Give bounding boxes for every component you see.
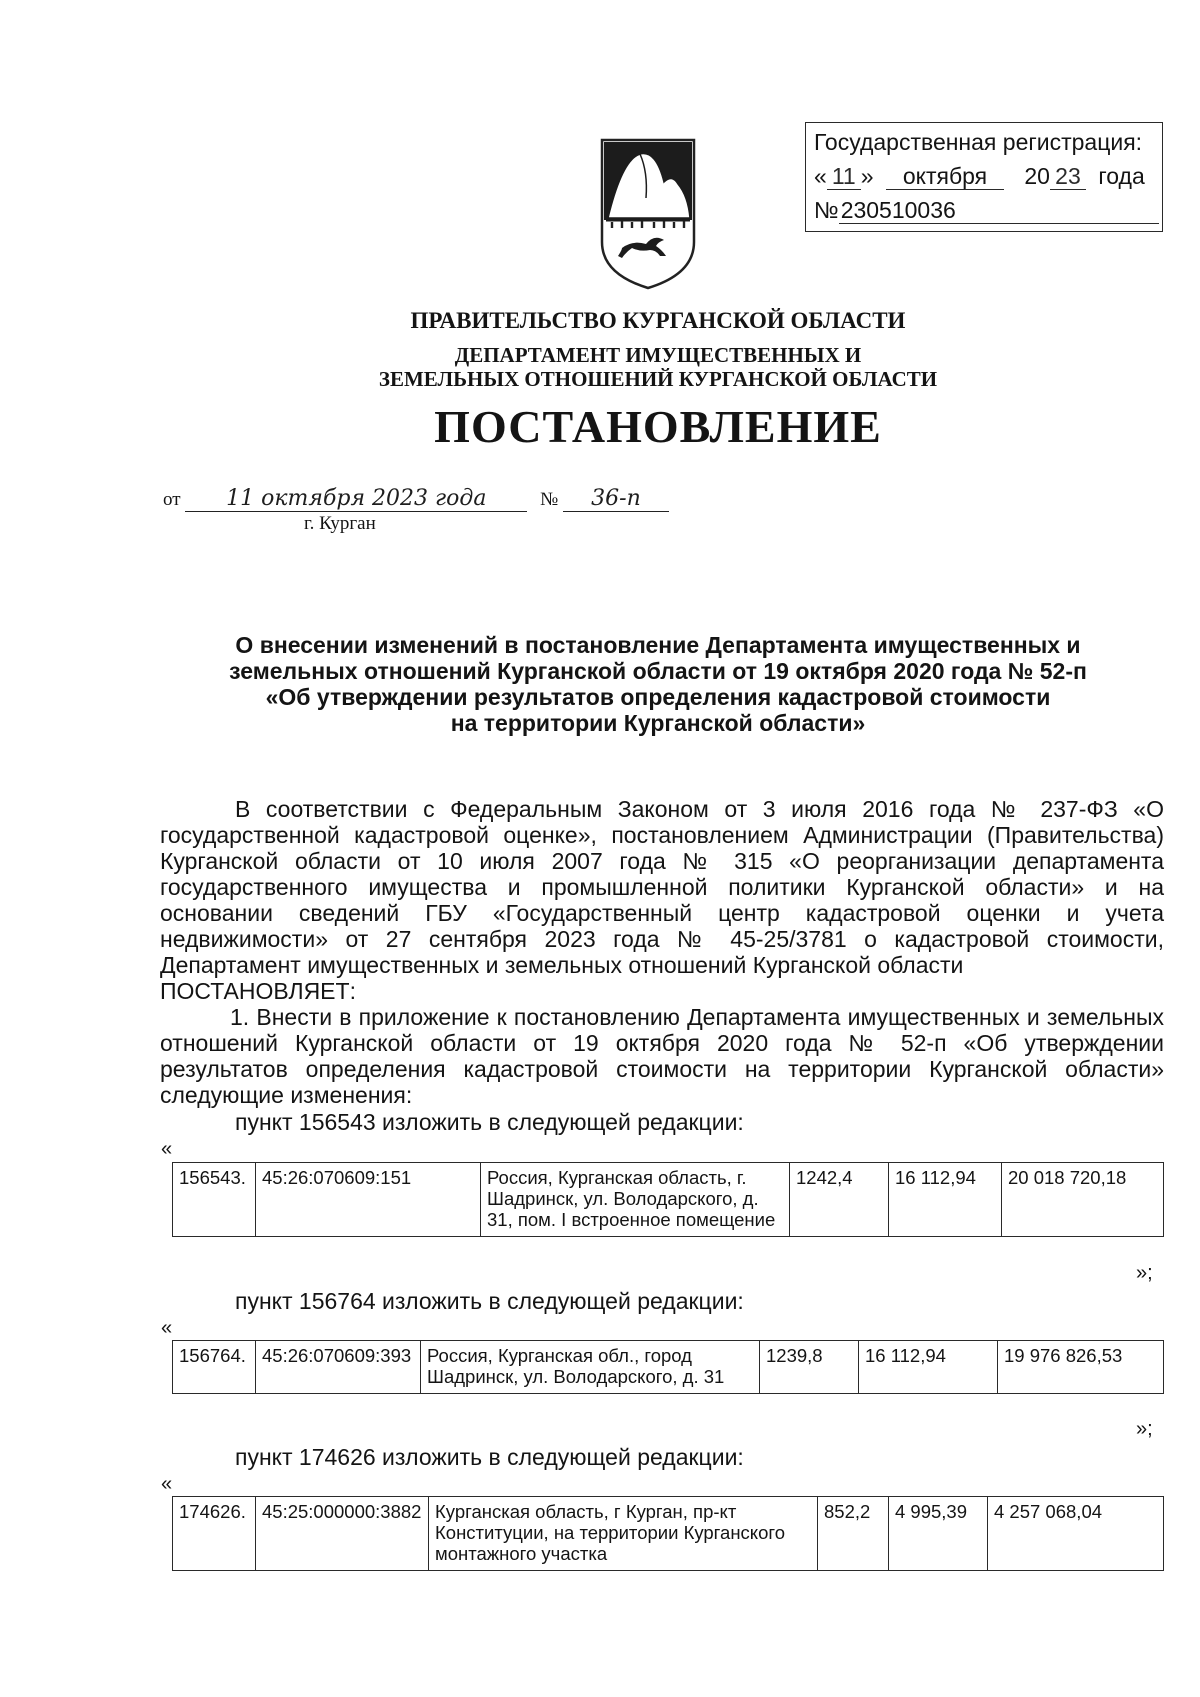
cell-cadastral: 45:26:070609:151 bbox=[256, 1163, 481, 1237]
registration-month: октября bbox=[886, 163, 1004, 190]
cell-unit-value: 4 995,39 bbox=[889, 1497, 988, 1571]
amendment-1-quote-open: « bbox=[161, 1138, 173, 1160]
amendment-3-table bbox=[172, 1496, 1164, 1571]
subject-line2: земельных отношений Курганской области от 19 октября 2020 года № 52-п bbox=[229, 658, 1087, 684]
amendment-2-quote-open: « bbox=[161, 1317, 173, 1339]
body-paragraph-2: 1. Внести в приложение к постановлению Департамента имущественных и земельных отношений Курганской области от 19 октября 2020 года № 52-п «Об утверждении результатов определения кадастровой стоимости на территории Курганской области» следующие изменения: bbox=[160, 1004, 1164, 1108]
government-title: ПРАВИТЕЛЬСТВО КУРГАНСКОЙ ОБЛАСТИ bbox=[410, 308, 906, 333]
amendment-2-intro: пункт 156764 изложить в следующей редакции: bbox=[235, 1288, 744, 1314]
cell-num: 174626. bbox=[173, 1497, 256, 1571]
registration-number-label: № bbox=[814, 197, 839, 223]
decree-subject bbox=[160, 632, 1156, 736]
registration-number-row bbox=[814, 193, 1162, 227]
amendment-1-table bbox=[172, 1162, 1164, 1237]
table-row bbox=[173, 1163, 1164, 1237]
cell-area: 852,2 bbox=[818, 1497, 889, 1571]
department-title-line1: ДЕПАРТАМЕНТ ИМУЩЕСТВЕННЫХ И bbox=[454, 343, 862, 367]
table-row bbox=[173, 1497, 1164, 1571]
cell-total-value: 4 257 068,04 bbox=[988, 1497, 1164, 1571]
amendment-2-quote-close: »; bbox=[1136, 1418, 1153, 1440]
registration-year-prefix: 20 bbox=[1024, 163, 1050, 189]
cell-address: Россия, Курганская обл., город Шадринск, ул. Володарского, д. 31 bbox=[421, 1341, 760, 1394]
cell-unit-value: 16 112,94 bbox=[859, 1341, 998, 1394]
body-paragraph-1: В соответствии с Федеральным Законом от 3 июля 2016 года № 237-ФЗ «О государственной кадастровой оценке», постановлением Администрации (Правительства) Курганской области от 10 июля 2007 года № 315 «О реорганизации департамента государственного имущества и промышленной политики Курганской области» и на основании сведений ГБУ «Государственный центр кадастровой оценки и учета недвижимости» от 27 сентября 2023 года № 45-25/3781 о кадастровой стоимости, Департамент имущественных и земельных отношений Курганской области bbox=[160, 796, 1164, 978]
cell-num: 156543. bbox=[173, 1163, 256, 1237]
cell-total-value: 19 976 826,53 bbox=[998, 1341, 1164, 1394]
registration-label: Государственная регистрация: bbox=[814, 129, 1143, 155]
registration-date bbox=[814, 159, 1162, 193]
subject-line3: «Об утверждении результатов определения кадастровой стоимости bbox=[265, 684, 1051, 710]
registration-day: 11 bbox=[827, 163, 861, 190]
subject-line4: на территории Курганской области» bbox=[450, 710, 866, 736]
decree-date: 11 октября 2023 года bbox=[185, 486, 527, 512]
decree-date-row bbox=[163, 486, 669, 512]
cell-area: 1239,8 bbox=[760, 1341, 859, 1394]
decree-number-label: № bbox=[540, 489, 559, 510]
cell-cadastral: 45:25:000000:3882 bbox=[256, 1497, 429, 1571]
decree-city: г. Курган bbox=[304, 513, 376, 534]
amendment-3-intro: пункт 174626 изложить в следующей редакции: bbox=[235, 1444, 744, 1470]
cell-unit-value: 16 112,94 bbox=[889, 1163, 1002, 1237]
department-title-line2: ЗЕМЕЛЬНЫХ ОТНОШЕНИЙ КУРГАНСКОЙ ОБЛАСТИ bbox=[378, 367, 938, 391]
amendment-2-table bbox=[172, 1340, 1164, 1394]
subject-line1: О внесении изменений в постановление Департамента имущественных и bbox=[235, 632, 1081, 658]
body-postanovlyaet: ПОСТАНОВЛЯЕТ: bbox=[160, 978, 356, 1004]
registration-number: 230510036 bbox=[839, 197, 1159, 224]
amendment-3-quote-open: « bbox=[161, 1473, 173, 1495]
registration-quote-close: » bbox=[860, 163, 874, 189]
document-type: ПОСТАНОВЛЕНИЕ bbox=[434, 401, 882, 452]
registration-stamp bbox=[805, 122, 1163, 232]
registration-year-word: года bbox=[1098, 163, 1145, 189]
cell-num: 156764. bbox=[173, 1341, 256, 1394]
cell-total-value: 20 018 720,18 bbox=[1002, 1163, 1164, 1237]
table-row bbox=[173, 1341, 1164, 1394]
registration-year-suffix: 23 bbox=[1050, 163, 1086, 190]
cell-cadastral: 45:26:070609:393 bbox=[256, 1341, 421, 1394]
amendment-1-quote-close: »; bbox=[1136, 1262, 1153, 1284]
cell-area: 1242,4 bbox=[790, 1163, 889, 1237]
registration-quote-open: « bbox=[814, 163, 827, 189]
cell-address: Россия, Курганская область, г. Шадринск, ул. Володарского, д. 31, пом. I встроенное помещение bbox=[481, 1163, 790, 1237]
amendment-1-intro: пункт 156543 изложить в следующей редакции: bbox=[235, 1109, 744, 1135]
coat-of-arms-icon bbox=[598, 138, 698, 290]
decree-from-label: от bbox=[163, 489, 181, 510]
decree-number: 36-п bbox=[563, 486, 669, 512]
cell-address: Курганская область, г Курган, пр-кт Конституции, на территории Курганского монтажного участка bbox=[429, 1497, 818, 1571]
